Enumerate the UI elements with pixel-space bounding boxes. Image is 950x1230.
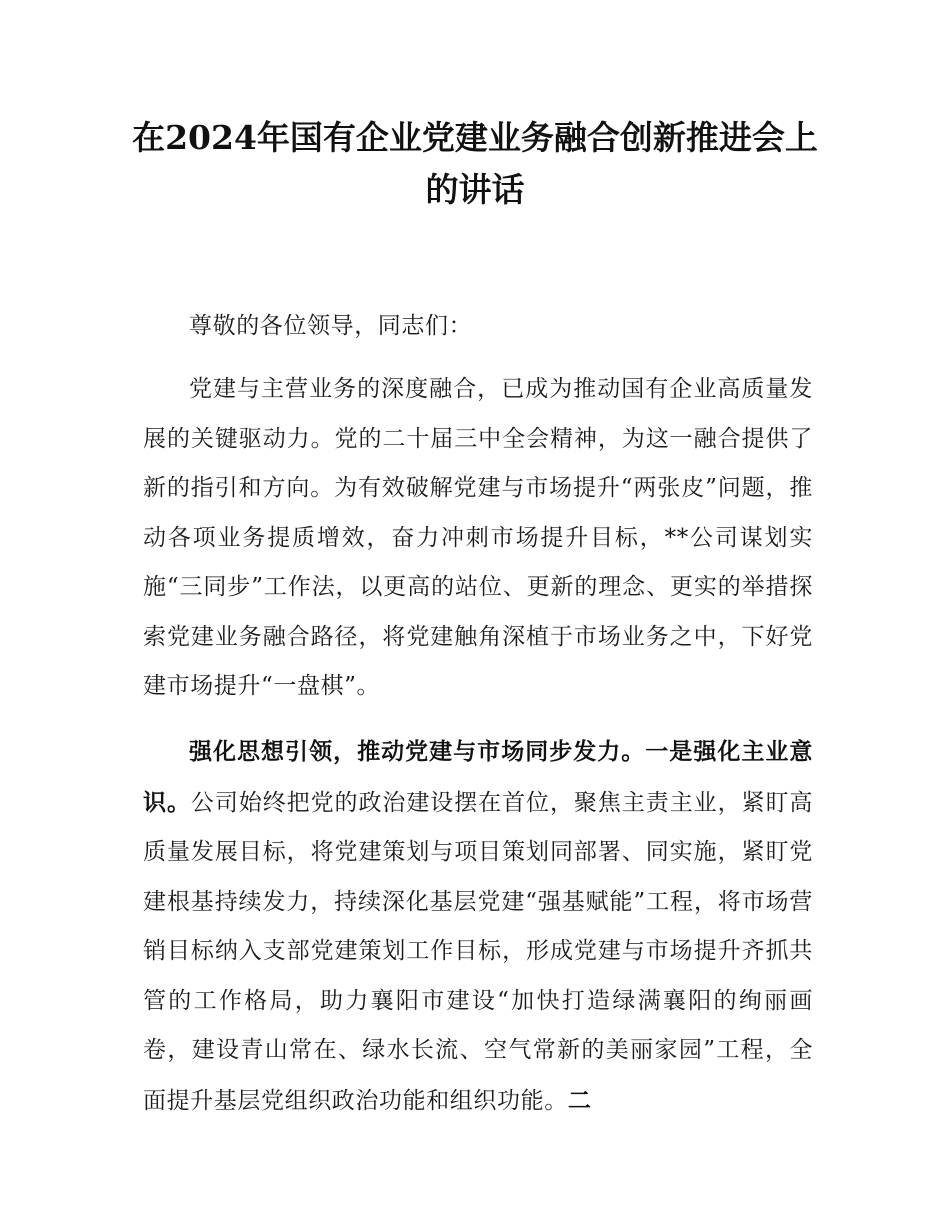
salutation-block — [143, 302, 813, 352]
paragraph-2-text: 公司始终把党的政治建设摆在首位，聚焦主责主业，紧盯高质量发展目标，将党建策划与项目策划同部署、同实施，紧盯党建根基持续发力，持续深化基层党建“强基赋能”工程，将市场营销目标纳入支部党建策划工作目标，形成党建与市场提升齐抓共管的工作格局，助力襄阳市建设“加快打造绿满襄阳的绚丽画卷，建设青山常在、绿水长流、空气常新的美丽家园”工程，全面提升基层党组织政治功能和组织功能。 — [143, 789, 813, 1114]
section-heading: 强化思想引领，推动党建与市场同步发力。 — [189, 738, 646, 765]
paragraph-2-block — [143, 727, 813, 1126]
document-title: 在2024年国有企业党建业务融合创新推进会上的讲话 — [132, 118, 818, 209]
paragraph-1-block — [143, 365, 813, 712]
subsection-heading: 一是强化主业意识。 — [143, 738, 813, 816]
next-item-marker: 二 — [567, 1086, 592, 1114]
paragraph-1: 党建与主营业务的深度融合，已成为推动国有企业高质量发展的关键驱动力。党的二十届三中全会精神，为这一融合提供了新的指引和方向。为有效破解党建与市场提升“两张皮”问题，推动各项业务提质增效，奋力冲刺市场提升目标，**公司谋划实施“三同步”工作法，以更高的站位、更新的理念、更实的举措探索党建业务融合路径，将党建触角深植于市场业务之中，下好党建市场提升“一盘棋”。 — [143, 376, 813, 699]
paragraph-2 — [143, 727, 813, 1126]
salutation: 尊敬的各位领导，同志们： — [189, 313, 473, 339]
